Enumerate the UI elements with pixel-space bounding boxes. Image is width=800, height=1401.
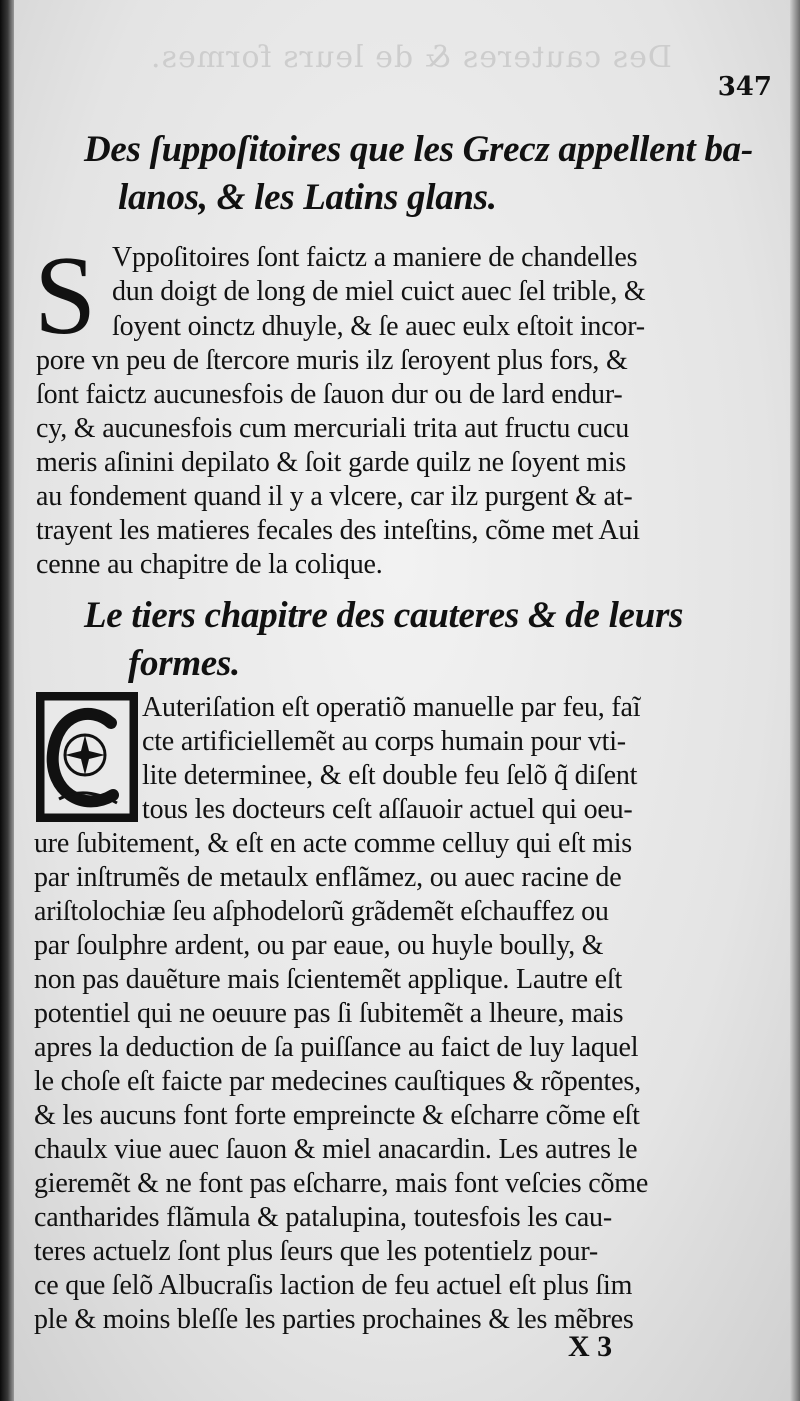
text-line: cantharides flãmula & patalupina, toutesfois les cau-: [34, 1202, 612, 1233]
heading-2-line-2: formes.: [128, 643, 240, 684]
page-right-edge: [790, 0, 800, 1401]
show-through-text: Des cauteres & de leurs formes.: [150, 40, 672, 75]
text-line: trayent les matieres fecales des inteſtins, cõme met Aui: [36, 515, 640, 546]
signature-mark: X 3: [568, 1330, 613, 1363]
page-gutter-shadow: [0, 0, 14, 1401]
text-line: le choſe eſt faicte par medecines cauſtiques & rõpentes,: [34, 1066, 641, 1097]
text-line: dun doigt de long de miel cuict auec ſel trible, &: [112, 276, 646, 307]
text-line: cte artificiellemẽt au corps humain pour vti-: [142, 726, 626, 757]
text-line: ple & moins bleſſe les parties prochaines & les mẽbres: [34, 1304, 634, 1335]
text-line: gieremẽt & ne font pas eſcharre, mais font veſcies cõme: [34, 1168, 649, 1199]
decorated-initial-c: [36, 692, 138, 822]
text-line: ariſtolochiæ ſeu aſphodelorũ grãdemẽt eſchauffez ou: [34, 896, 609, 927]
text-line: non pas dauẽture mais ſcientemẽt applique. Lautre eſt: [34, 964, 623, 995]
text-line: cenne au chapitre de la colique.: [36, 549, 383, 580]
drop-cap-s: S: [34, 234, 97, 358]
text-line: lite determinee, & eſt double feu ſelõ q̃ diſent: [142, 760, 638, 791]
text-line: ſont faictz aucunesfois de ſauon dur ou de lard endur-: [36, 379, 623, 410]
text-line: & les aucuns font forte empreincte & eſcharre cõme eſt: [34, 1100, 640, 1131]
text-line: apres la deduction de ſa puiſſance au faict de luy laquel: [34, 1032, 639, 1063]
text-line: teres actuelz ſont plus ſeurs que les potentielz pour-: [34, 1236, 599, 1267]
text-line: ſoyent oinctz dhuyle, & ſe auec eulx eſtoit incor-: [112, 311, 645, 342]
text-line: cy, & aucunesfois cum mercuriali trita aut fructu cucu: [36, 413, 630, 444]
ornament-icon: [39, 695, 135, 819]
text-line: par inſtrumẽs de metaulx enflãmez, ou auec racine de: [34, 862, 622, 893]
text-line: tous les docteurs ceſt aſſauoir actuel qui oeu-: [142, 794, 633, 825]
heading-2-line-1: Le tiers chapitre des cauteres & de leurs: [84, 595, 684, 636]
text-line: ce que ſelõ Albucraſis laction de feu actuel eſt plus ſim: [34, 1270, 633, 1301]
text-line: pore vn peu de ſtercore muris ilz ſeroyent plus fors, &: [36, 345, 628, 376]
text-line: Vppoſitoires ſont faictz a maniere de chandelles: [112, 242, 638, 273]
text-line: chaulx viue auec ſauon & miel anacardin. Les autres le: [34, 1134, 638, 1165]
text-line: potentiel qui ne oeuure pas ſi ſubitemẽt a lheure, mais: [34, 998, 624, 1029]
text-line: par ſoulphre ardent, ou par eaue, ou huyle boully, &: [34, 930, 604, 961]
heading-1-line-1: Des ſuppoſitoires que les Grecz appellent ba-: [84, 129, 753, 170]
text-line: ure ſubitement, & eſt en acte comme celluy qui eſt mis: [34, 828, 633, 859]
page-number: 347: [717, 72, 772, 102]
text-line: Auteriſation eſt operatiõ manuelle par feu, faĩ: [142, 692, 641, 723]
text-line: meris aſinini depilato & ſoit garde quilz ne ſoyent mis: [36, 447, 627, 478]
heading-1-line-2: lanos, & les Latins glans.: [118, 177, 497, 218]
text-line: au fondement quand il y a vlcere, car ilz purgent & at-: [36, 481, 633, 512]
